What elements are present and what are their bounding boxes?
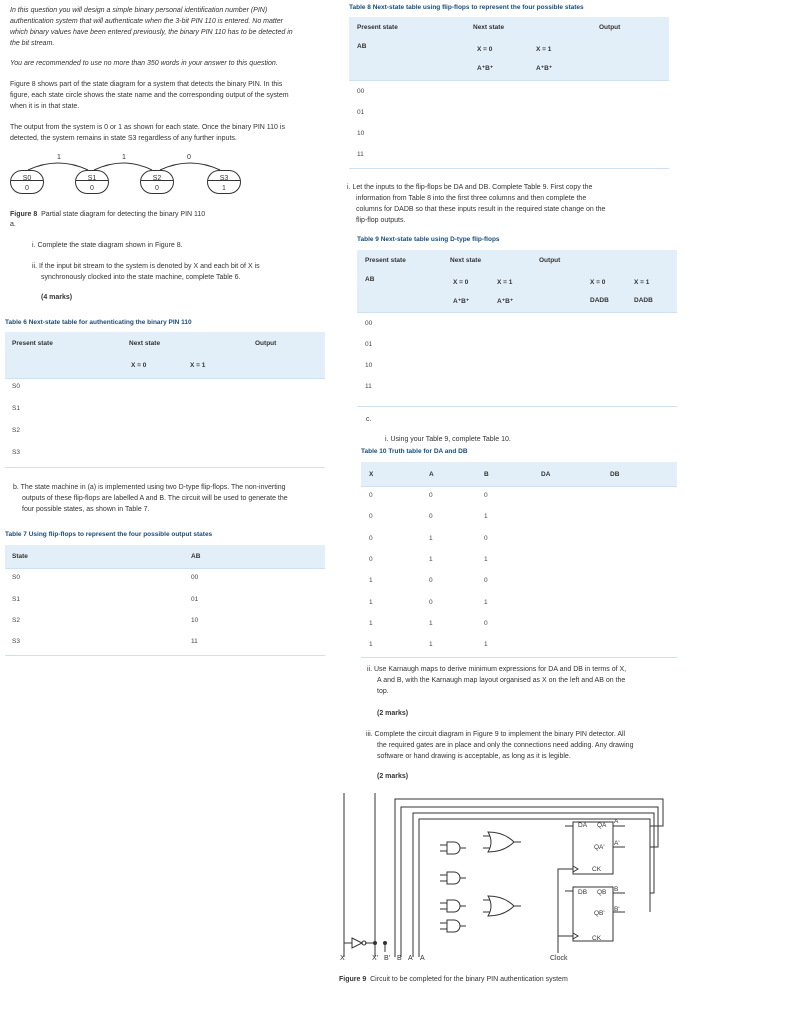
table7-h-state: State [12, 553, 28, 560]
or-gate-1 [488, 832, 514, 852]
inverter-gate [352, 938, 362, 948]
table10-cell: 0 [484, 619, 488, 627]
wire-feedback-b [413, 813, 654, 952]
table6-h-next: Next state [129, 340, 161, 347]
figure8-caption-text: Partial state diagram for detecting the binary PIN 110 [41, 211, 206, 218]
table6-caption: Table 6 Next-state table for authenticating the binary PIN 110 [5, 319, 192, 326]
table6-h-x0: X = 0 [131, 362, 147, 369]
table6-row-s1: S1 [12, 405, 20, 412]
table9-h-ab: AB [365, 276, 375, 283]
table10-cell: 1 [484, 641, 488, 649]
ff-a-q-label: QA [597, 822, 607, 829]
table9-h-present: Present state [365, 257, 406, 264]
bus-label-bbar: B' [384, 955, 391, 962]
bus-label-b: B [397, 955, 402, 962]
table10-cell: 1 [429, 619, 433, 627]
state-s1-name: S1 [87, 175, 97, 182]
table9-h-x1: X = 1 [497, 279, 513, 286]
wire-inverter-out [365, 943, 375, 952]
table8-h-x0: X = 0 [477, 46, 493, 53]
arc-label-3: 0 [187, 154, 191, 161]
table8-h-x1: X = 1 [536, 46, 552, 53]
figure9-caption-label: Figure 9 [339, 976, 367, 983]
table10-cell: 0 [429, 577, 433, 585]
ff-clock-marks [573, 866, 578, 939]
part-a-marks: (4 marks) [41, 294, 73, 301]
part-b-i-2: information from Table 8 into the first three columns and then complete the [356, 195, 587, 202]
table10-cell: 0 [369, 513, 373, 521]
table8-row-01: 01 [357, 109, 365, 116]
and-gate-outputs [460, 848, 466, 926]
or-gate-2 [488, 896, 514, 916]
part-b-i-3: columns for DADB so that these inputs result in the required state change on the [356, 206, 606, 213]
or-gate-inputs [483, 836, 490, 912]
part-c-i: i. Using your Table 9, complete Table 10. [385, 436, 511, 443]
table10-cell: 1 [369, 641, 373, 649]
table7-r3-ab: 11 [191, 638, 198, 645]
table9-h-d-x0: DADB [590, 297, 609, 304]
figure8-caption-label: Figure 8 [10, 211, 38, 218]
state-s0-output: 0 [25, 185, 29, 192]
and-gate-inputs [440, 845, 447, 929]
table10-cell: 1 [369, 619, 373, 627]
figure8-intro-2: figure, each state circle shows the state name and the corresponding output of the system [10, 92, 289, 99]
table7-r1-state: S1 [12, 596, 20, 603]
wire-feedback-a [395, 799, 663, 952]
table7-caption: Table 7 Using flip-flops to represent the four possible output states [5, 531, 213, 538]
ff-b-qb-label: QB' [594, 910, 605, 917]
intro-line-3: which binary values have been entered previously, the binary PIN 110 has to be detected in [10, 29, 293, 36]
ff-a-ck-label: CK [592, 866, 602, 873]
table8-row-00: 00 [357, 88, 365, 95]
and-gate-3 [447, 900, 460, 912]
wire-clock [558, 869, 573, 953]
table10-cell: 1 [429, 534, 433, 542]
wire-feedback-ab [401, 807, 658, 952]
table8-h-ab-x0: A⁺B⁺ [477, 65, 494, 72]
table8-h-next: Next state [473, 24, 505, 31]
table10-cell: 1 [369, 598, 373, 606]
table10-cell: 1 [369, 577, 373, 585]
output-text-1: The output from the system is 0 or 1 as shown for each state. Once the binary PIN 110 is [10, 124, 285, 131]
table6-row-s2: S2 [12, 427, 20, 434]
table7-r2-state: S2 [12, 617, 20, 624]
table10-cell: 1 [429, 641, 433, 649]
part-c-ii-2: A and B, with the Karnaugh map layout organised as X on the left and AB on the [377, 677, 626, 684]
table10-cell: 1 [484, 513, 488, 521]
part-a-ii-2: synchronously clocked into the state machine, complete Table 6. [41, 274, 241, 281]
table10-cell: 1 [484, 598, 488, 606]
ff-b-q-label: QB [597, 889, 607, 896]
clock-label: Clock [550, 955, 568, 962]
table8-row-10: 10 [357, 130, 365, 137]
and-gate-4 [447, 920, 460, 932]
part-c-iii-1: iii. Complete the circuit diagram in Figure 9 to implement the binary PIN detector. All [366, 731, 626, 738]
bus-label-xbar: X' [372, 955, 379, 962]
state-s0-name: S0 [22, 175, 32, 182]
table6-h-output: Output [255, 340, 277, 347]
part-c-iii-3: software or hand drawing is acceptable, as long as it is legible. [377, 753, 571, 760]
table6-row-s3: S3 [12, 449, 20, 456]
part-c-iii-2: the required gates are in place and only the connections need adding. Any drawing [377, 742, 634, 749]
out-b-label: B [614, 886, 619, 893]
state-s3-output: 1 [222, 185, 226, 192]
word-limit-note: You are recommended to use no more than 350 words in your answer to this question. [10, 60, 278, 67]
table9-row-10: 10 [365, 362, 373, 369]
table7-r3-state: S3 [12, 638, 20, 645]
table10-cell: 1 [429, 555, 433, 563]
table8-h-ab: AB [357, 43, 367, 50]
table10-cell: 0 [369, 492, 373, 499]
table10-cell: 0 [429, 492, 433, 499]
ff-a-d-label: DA [578, 822, 588, 829]
state-s3-name: S3 [219, 175, 229, 182]
out-a-label: A [614, 818, 619, 825]
part-b-1: b. The state machine in (a) is implemented using two D-type flip-flops. The non-inverting [13, 484, 286, 491]
figure9-caption [339, 974, 568, 985]
part-c-label: c. [366, 416, 372, 423]
table8-h-present: Present state [357, 24, 398, 31]
table8-row-11: 11 [357, 151, 364, 158]
table7-r0-ab: 00 [191, 574, 199, 581]
bus-label-a: A [420, 955, 425, 962]
table10-cell: 0 [369, 555, 373, 563]
table9-h-output: Output [539, 257, 561, 264]
part-a-label: a. [10, 221, 16, 228]
table10-h-da: DA [541, 471, 551, 478]
table8-caption: Table 8 Next-state table using flip-flops to represent the four possible states [349, 4, 584, 11]
table10-cell: 0 [484, 492, 488, 499]
table10-cell: 1 [484, 555, 488, 563]
ff-outputs [613, 826, 625, 912]
table8-h-ab-x1: A⁺B⁺ [536, 65, 553, 72]
table10-cell: 0 [369, 534, 373, 542]
state-s1-output: 0 [90, 185, 94, 192]
part-c-ii-1: ii. Use Karnaugh maps to derive minimum expressions for DA and DB in terms of X, [367, 666, 627, 673]
out-ab-label: A' [614, 840, 620, 847]
part-c-iii-marks: (2 marks) [377, 773, 409, 780]
part-a-ii-1: ii. If the input bit stream to the system is denoted by X and each bit of X is [32, 263, 260, 270]
bus-label-abar: A' [408, 955, 415, 962]
ff-b-d-label: DB [578, 889, 588, 896]
table6-row-s0: S0 [12, 383, 20, 390]
part-b-3: four possible states, as shown in Table 7. [22, 506, 150, 513]
table9-row-11: 11 [365, 383, 372, 390]
table10-cell: 0 [429, 513, 433, 521]
table9-h-d-x1: DADB [634, 297, 653, 304]
table9-h-ab-x1: A⁺B⁺ [497, 298, 514, 305]
table10-h-b: B [484, 471, 489, 478]
part-c-ii-3: top. [377, 688, 389, 695]
table8-h-output: Output [599, 24, 621, 31]
table9-h-ab-x0: A⁺B⁺ [453, 298, 470, 305]
table10-h-db: DB [610, 471, 620, 478]
intro-line-4: the bit stream. [10, 40, 55, 47]
bus-label-x: X [340, 955, 345, 962]
table6-h-x1: X = 1 [190, 362, 206, 369]
table10-cell: 0 [429, 598, 433, 606]
out-bb-label: B' [614, 906, 620, 913]
table9-h-dx0: X = 0 [590, 279, 606, 286]
ff-a-qb-label: QA' [594, 844, 605, 851]
ff-b-ck-label: CK [592, 935, 602, 942]
table9-row-00: 00 [365, 320, 373, 327]
or-gate-outputs [514, 842, 521, 906]
arc-label-2: 1 [122, 154, 126, 161]
junction-dot-2 [384, 942, 387, 945]
table10-caption: Table 10 Truth table for DA and DB [361, 448, 468, 455]
intro-line-2: authentication system that will authenticate when the 3-bit PIN 110 is entered. No matter [10, 18, 284, 25]
table9-h-dx1: X = 1 [634, 279, 650, 286]
table7-h-ab: AB [191, 553, 201, 560]
and-gate-1 [447, 842, 460, 854]
ff-d-inputs [565, 826, 573, 891]
arc-label-1: 1 [57, 154, 61, 161]
table7-r2-ab: 10 [191, 617, 199, 624]
state-s2-name: S2 [152, 175, 162, 182]
table10-h-a: A [429, 471, 434, 478]
table7-r1-ab: 01 [191, 596, 199, 603]
intro-line-1: In this question you will design a simple binary personal identification number (PIN) [10, 7, 268, 14]
state-s2-output: 0 [155, 185, 159, 192]
and-gate-2 [447, 872, 460, 884]
table10-h-x: X [369, 471, 374, 478]
table7-r0-state: S0 [12, 574, 20, 581]
part-b-i-1: i. Let the inputs to the flip-flops be DA and DB. Complete Table 9. First copy the [347, 184, 593, 191]
part-b-2: outputs of these flip-flops are labelled A and B. The circuit will be used to generate the [22, 495, 288, 502]
table10-cell: 0 [484, 534, 488, 542]
part-c-ii-marks: (2 marks) [377, 710, 409, 717]
junction-dot-1 [374, 942, 377, 945]
table6-h-present: Present state [12, 340, 53, 347]
table10-cell: 0 [484, 577, 488, 585]
part-b-i-4: flip-flop outputs. [356, 217, 406, 224]
table9-row-01: 01 [365, 341, 373, 348]
figure9-caption-text: Circuit to be completed for the binary PIN authentication system [370, 976, 568, 983]
table9-h-x0: X = 0 [453, 279, 469, 286]
output-text-2: detected, the system remains in state S3 regardless of any further inputs. [10, 135, 237, 142]
table9-caption: Table 9 Next-state table using D-type flip-flops [357, 236, 500, 243]
table9-h-next: Next state [450, 257, 482, 264]
figure8-intro-1: Figure 8 shows part of the state diagram for a system that detects the binary PIN. In this [10, 81, 283, 88]
part-a-i: i. Complete the state diagram shown in Figure 8. [32, 242, 183, 249]
figure8-intro-3: when it is in that state. [10, 103, 80, 110]
